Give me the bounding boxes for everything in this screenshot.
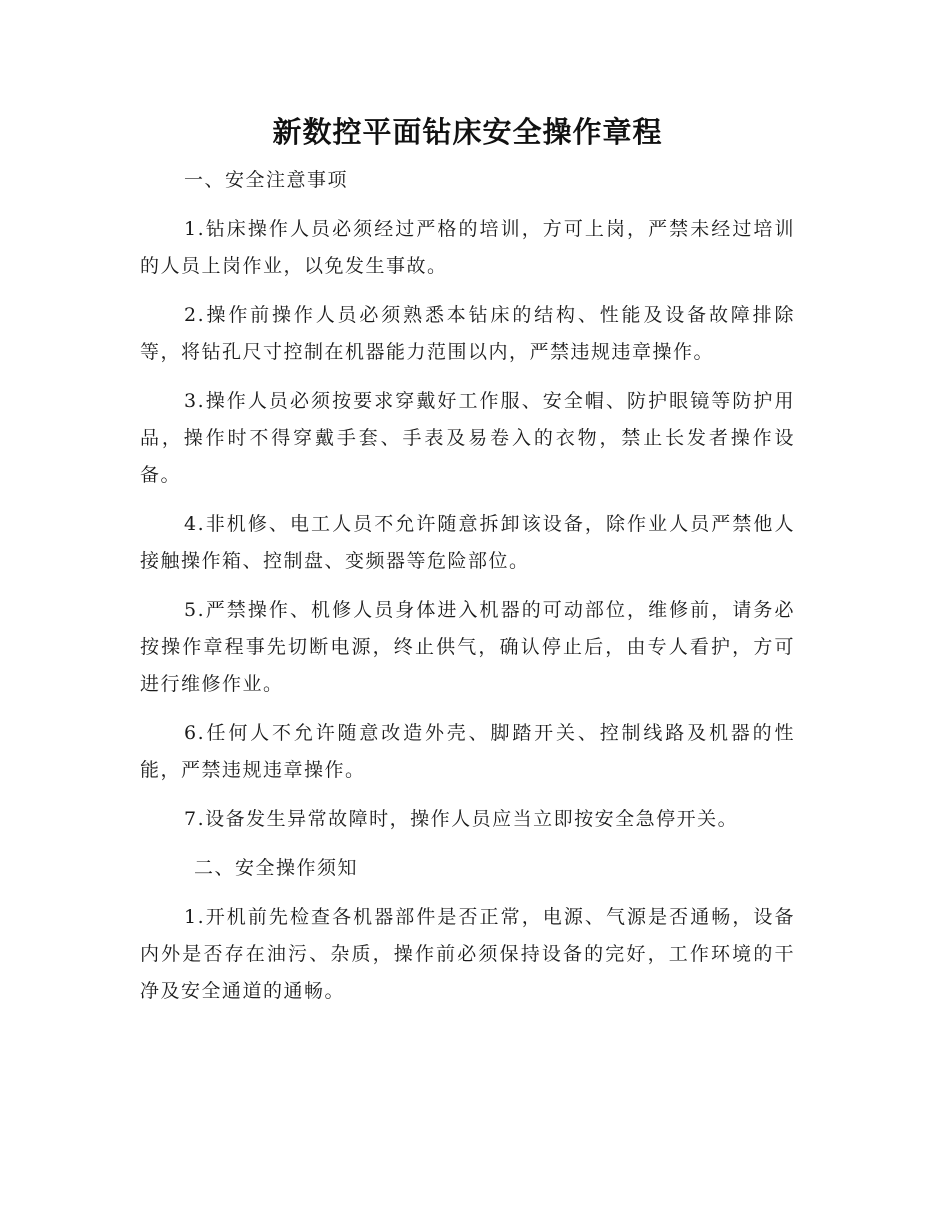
document-page — [140, 108, 795, 1010]
safety-note-6: 6.任何人不允许随意改造外壳、脚踏开关、控制线路及机器的性能，严禁违规违章操作。 — [140, 722, 795, 781]
section-heading-safety-notes: 一、安全注意事项 — [184, 169, 349, 191]
document-title: 新数控平面钻床安全操作章程 — [272, 115, 663, 149]
safety-note-1: 1.钻床操作人员必须经过严格的培训，方可上岗，严禁未经过培训的人员上岗作业，以免发生事故。 — [140, 218, 795, 277]
safety-note-3: 3.操作人员必须按要求穿戴好工作服、安全帽、防护眼镜等防护用品，操作时不得穿戴手套、手表及易卷入的衣物，禁止长发者操作设备。 — [140, 390, 795, 486]
safety-note-4: 4.非机修、电工人员不允许随意拆卸该设备，除作业人员严禁他人接触操作箱、控制盘、变频器等危险部位。 — [140, 513, 795, 572]
operation-guide-1: 1.开机前先检查各机器部件是否正常，电源、气源是否通畅，设备内外是否存在油污、杂质，操作前必须保持设备的完好，工作环境的干净及安全通道的通畅。 — [140, 906, 795, 1002]
safety-note-5: 5.严禁操作、机修人员身体进入机器的可动部位，维修前，请务必按操作章程事先切断电源，终止供气，确认停止后，由专人看护，方可进行维修作业。 — [140, 599, 795, 695]
safety-note-2: 2.操作前操作人员必须熟悉本钻床的结构、性能及设备故障排除等，将钻孔尺寸控制在机器能力范围以内，严禁违规违章操作。 — [140, 304, 795, 363]
safety-note-7: 7.设备发生异常故障时，操作人员应当立即按安全急停开关。 — [184, 808, 739, 830]
section-heading-operation-guide: 二、安全操作须知 — [194, 857, 359, 879]
